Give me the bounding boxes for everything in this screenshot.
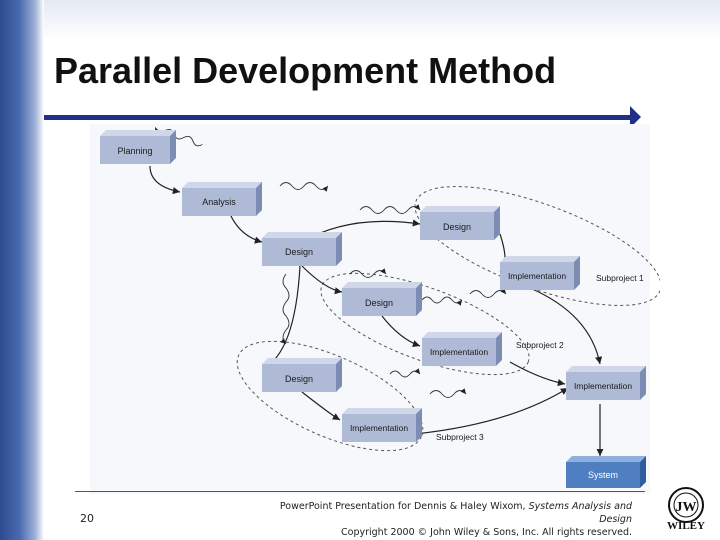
box-label-planning: Planning xyxy=(117,146,153,156)
box-label-implementation-sp3: Implementation xyxy=(349,423,409,433)
box-implementation-sp1 xyxy=(500,256,580,290)
box-planning xyxy=(100,130,176,164)
box-design-main xyxy=(262,232,342,266)
box-label-implementation-final: Implementation xyxy=(573,381,633,391)
box-analysis xyxy=(182,182,262,216)
logo-emblem-text: JW xyxy=(675,500,697,515)
box-label-system: System xyxy=(587,470,619,480)
credit-book-title: Systems Analysis and Design xyxy=(528,501,632,525)
box-label-design-main: Design xyxy=(284,247,314,257)
box-label-design-sp2: Design xyxy=(364,298,394,308)
box-implementation-final xyxy=(566,366,646,400)
box-design-sp2 xyxy=(342,282,422,316)
page-number: 20 xyxy=(80,512,94,525)
credit-copyright: Copyright 2000 © John Wiley & Sons, Inc. All rights reserved. xyxy=(341,527,632,538)
parallel-development-diagram xyxy=(90,124,660,494)
box-label-analysis: Analysis xyxy=(202,197,236,207)
box-implementation-sp2 xyxy=(422,332,502,366)
title-underline xyxy=(44,115,634,120)
top-decorative-fade xyxy=(44,0,720,40)
footer-rule xyxy=(75,491,645,492)
box-label-design-sp1: Design xyxy=(442,222,472,232)
box-design-sp3 xyxy=(262,358,342,392)
wiley-logo-text: WILEY xyxy=(667,520,705,532)
box-implementation-sp3 xyxy=(342,408,422,442)
subproject-3-label: Subproject 3 xyxy=(436,432,484,442)
box-label-implementation-sp1: Implementation xyxy=(507,271,567,281)
subproject-1-label: Subproject 1 xyxy=(596,273,644,283)
box-system xyxy=(566,456,646,488)
left-decorative-bar xyxy=(0,0,44,540)
copyright-credit xyxy=(260,500,632,539)
box-design-sp1 xyxy=(420,206,500,240)
box-label-design-sp3: Design xyxy=(284,374,314,384)
slide-title: Parallel Development Method xyxy=(54,50,557,91)
subproject-2-label: Subproject 2 xyxy=(516,340,564,350)
box-label-implementation-sp2: Implementation xyxy=(429,347,489,357)
credit-prefix: PowerPoint Presentation for Dennis & Haley Wixom, xyxy=(279,501,529,512)
